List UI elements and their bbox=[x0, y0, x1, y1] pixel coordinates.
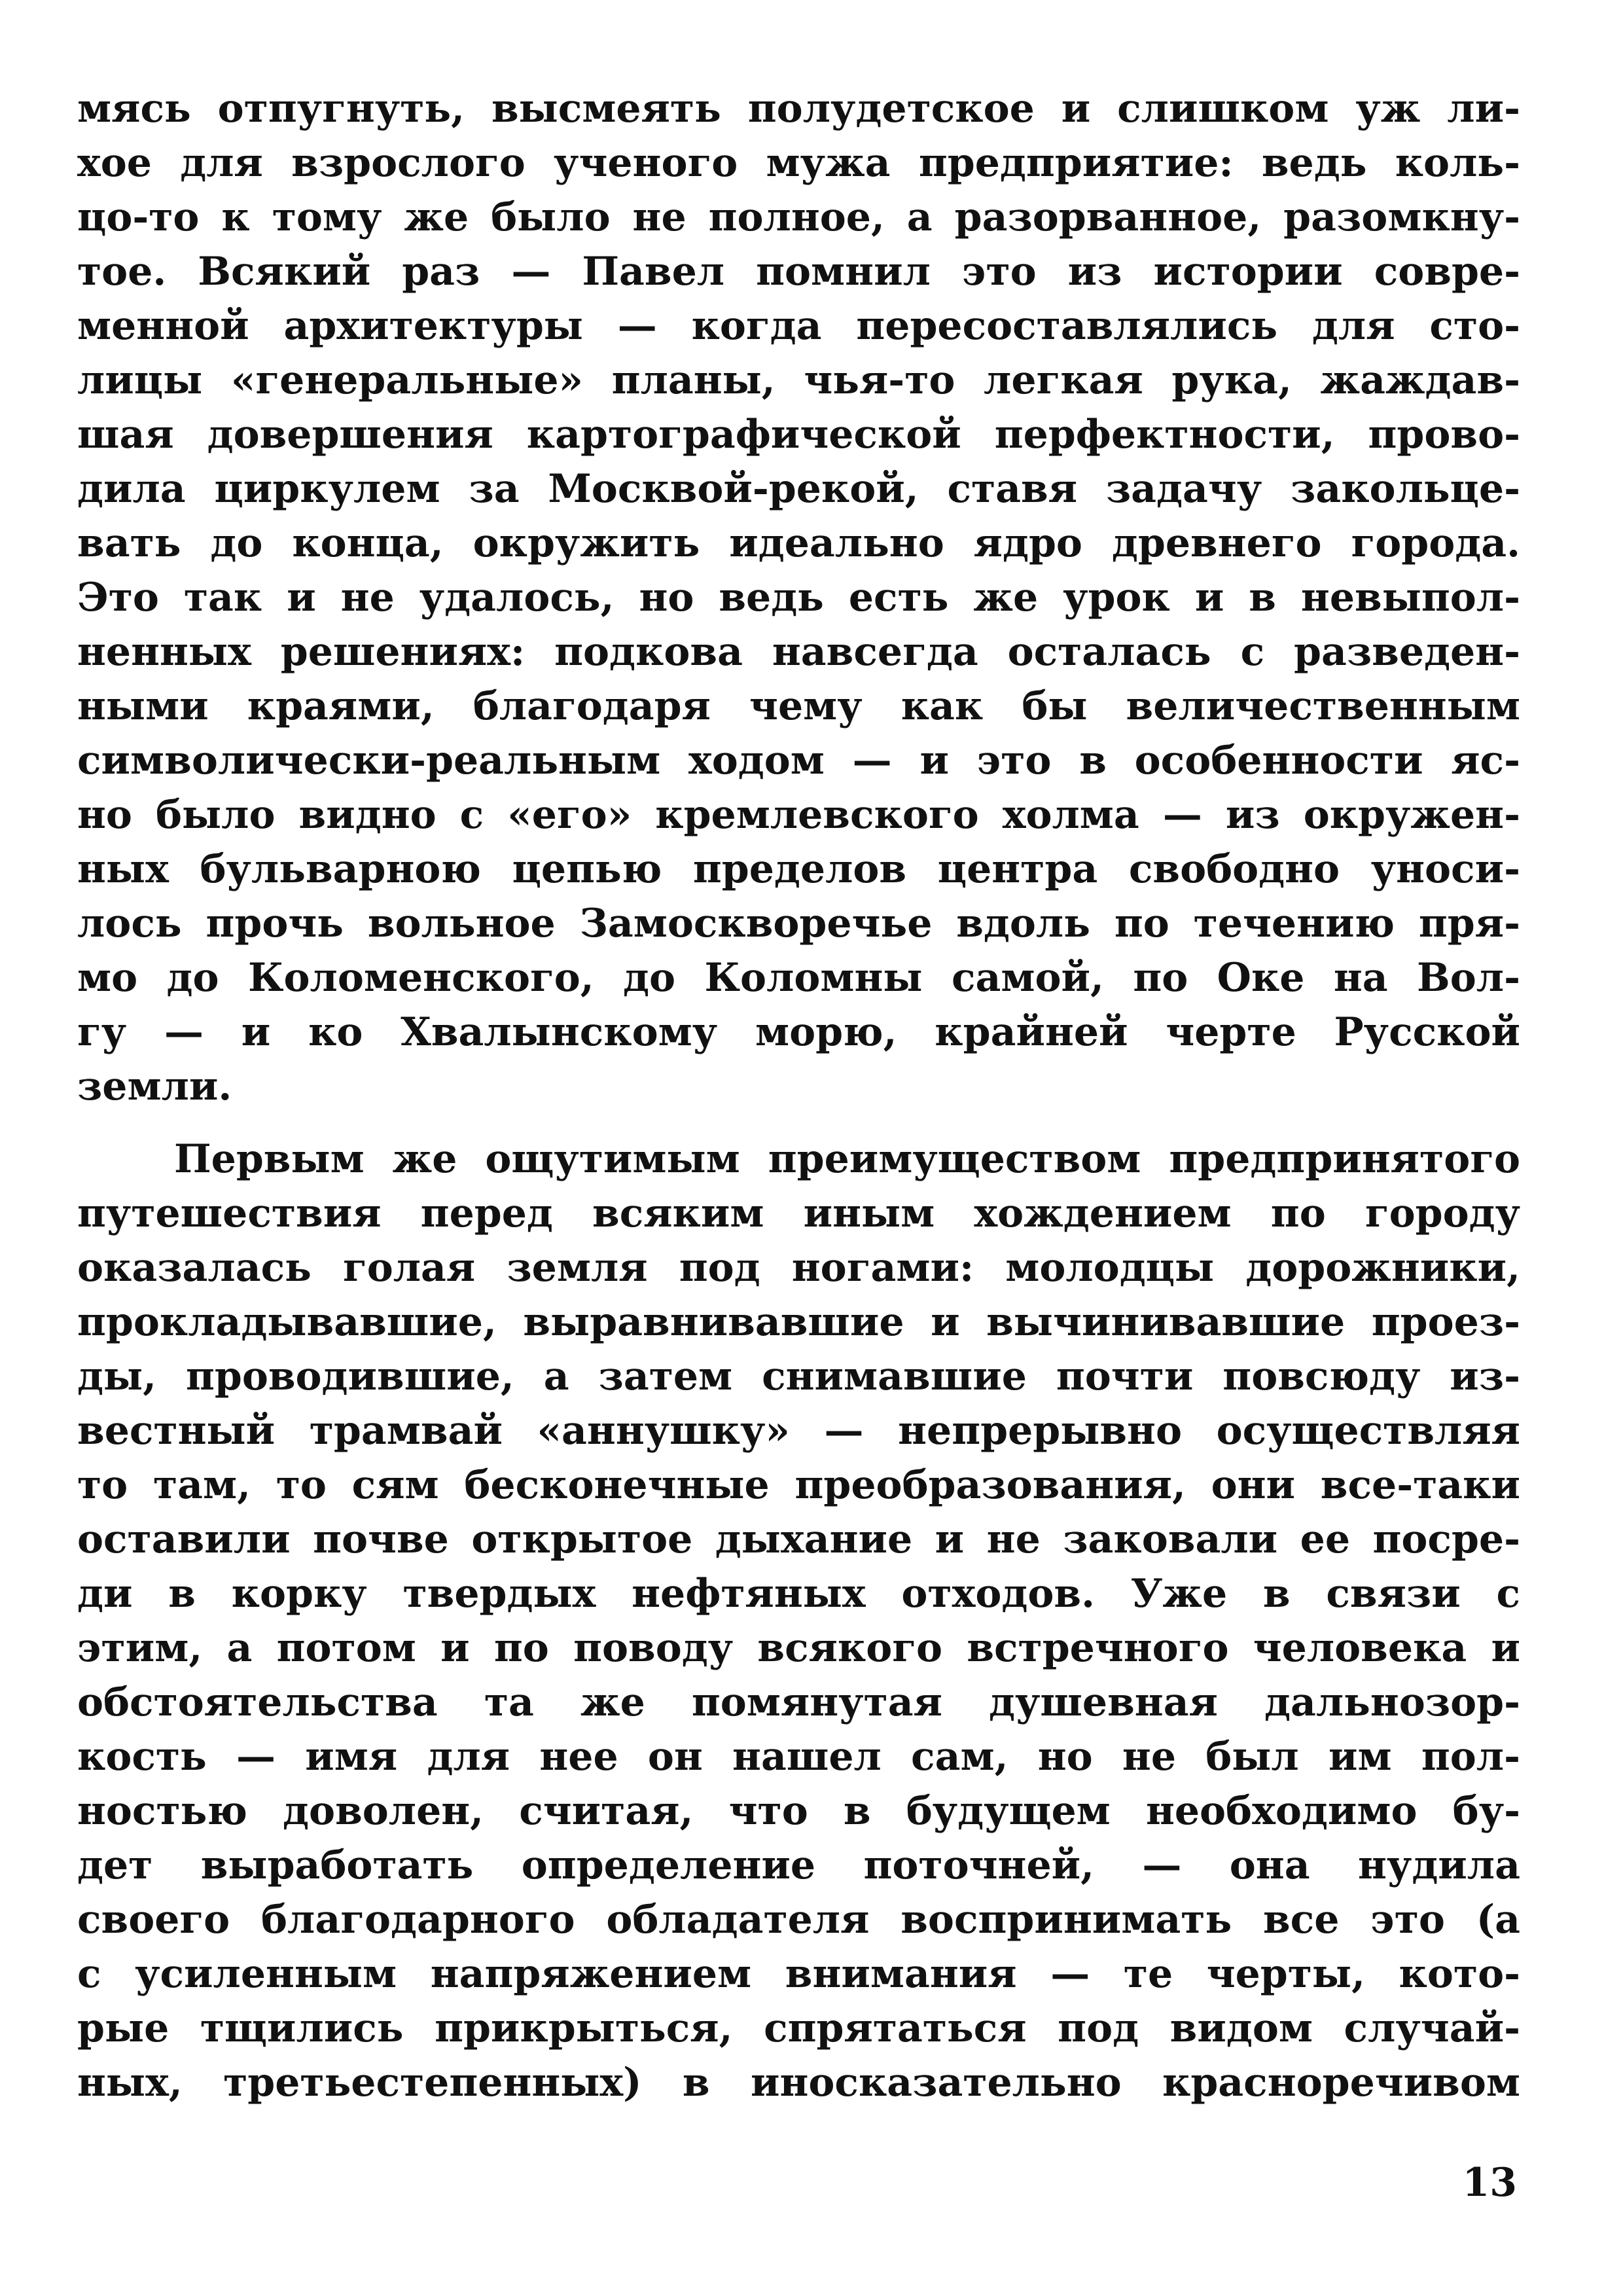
text-line: Первым же ощутимым преимуществом предпринятого bbox=[174, 1136, 1520, 1182]
text-line: дила циркулем за Москвой-рекой, ставя задачу закольце- bbox=[77, 466, 1520, 512]
text-line: своего благодарного обладателя воспринимать все это (а bbox=[77, 1897, 1520, 1943]
text-line: прокладывавшие, выравнивавшие и вычинивавшие проез- bbox=[77, 1299, 1520, 1345]
text-line: ненных решениях: подкова навсегда осталась с разведен- bbox=[77, 629, 1520, 675]
text-line: но было видно с «его» кремлевского холма — из окружен- bbox=[77, 792, 1520, 838]
text-line: мо до Коломенского, до Коломны самой, по Оке на Вол- bbox=[77, 955, 1520, 1001]
body-text bbox=[77, 82, 1520, 2110]
text-line: ди в корку твердых нефтяных отходов. Уже в связи с bbox=[77, 1571, 1520, 1617]
text-line: хое для взрослого ученого мужа предприятие: ведь коль- bbox=[77, 140, 1520, 186]
text-line: ды, проводившие, а затем снимавшие почти повсюду из- bbox=[77, 1354, 1520, 1399]
text-line: с усиленным напряжением внимания — те черты, кото- bbox=[77, 1951, 1520, 1997]
text-line: ных, третьестепенных) в иносказательно красноречивом bbox=[77, 2060, 1520, 2106]
text-line: тое. Всякий раз — Павел помнил это из истории совре- bbox=[77, 249, 1520, 295]
text-line: цо-то к тому же было не полное, а разорванное, разомкну- bbox=[77, 194, 1520, 240]
text-line: вать до конца, окружить идеально ядро древнего города. bbox=[77, 520, 1520, 566]
text-line: оказалась голая земля под ногами: молодцы дорожники, bbox=[77, 1245, 1520, 1291]
text-line: земли. bbox=[77, 1064, 232, 1109]
page-number: 13 bbox=[1462, 2160, 1517, 2206]
text-line: путешествия перед всяким иным хождением по городу bbox=[77, 1191, 1520, 1236]
text-line: мясь отпугнуть, высмеять полудетское и слишком уж ли- bbox=[77, 86, 1520, 132]
text-line: ных бульварною цепью пределов центра свободно уноси- bbox=[77, 846, 1520, 892]
paragraph-gap bbox=[77, 1114, 1520, 1132]
text-line: этим, а потом и по поводу всякого встречного человека и bbox=[77, 1625, 1520, 1671]
text-line: Это так и не удалось, но ведь есть же урок и в невыпол- bbox=[77, 575, 1520, 620]
paragraph-2 bbox=[77, 1132, 1520, 2110]
text-line: лицы «генеральные» планы, чья-то легкая рука, жаждав- bbox=[77, 357, 1520, 403]
text-line: шая довершения картографической перфектности, прово- bbox=[77, 412, 1520, 457]
text-line: то там, то сям бесконечные преобразования, они все-таки bbox=[77, 1462, 1520, 1508]
text-line: гу — и ко Хвалынскому морю, крайней черте Русской bbox=[77, 1009, 1520, 1055]
text-line: лось прочь вольное Замоскворечье вдоль по течению пря- bbox=[77, 901, 1520, 946]
text-line: символически-реальным ходом — и это в особенности яс- bbox=[77, 738, 1520, 783]
text-line: ностью доволен, считая, что в будущем необходимо бу- bbox=[77, 1788, 1520, 1834]
paragraph-1 bbox=[77, 82, 1520, 1114]
text-line: дет выработать определение поточней, — она нудила bbox=[77, 1842, 1520, 1888]
text-line: оставили почве открытое дыхание и не заковали ее посре- bbox=[77, 1516, 1520, 1562]
text-line: ными краями, благодаря чему как бы величественным bbox=[77, 683, 1520, 729]
text-line: менной архитектуры — когда пересоставлялись для сто- bbox=[77, 303, 1520, 349]
text-line: обстоятельства та же помянутая душевная дальнозор- bbox=[77, 1679, 1520, 1725]
text-line: рые тщились прикрыться, спрятаться под видом случай- bbox=[77, 2005, 1520, 2051]
text-line: вестный трамвай «аннушку» — непрерывно осуществляя bbox=[77, 1408, 1520, 1454]
text-line: кость — имя для нее он нашел сам, но не был им пол- bbox=[77, 1734, 1520, 1780]
